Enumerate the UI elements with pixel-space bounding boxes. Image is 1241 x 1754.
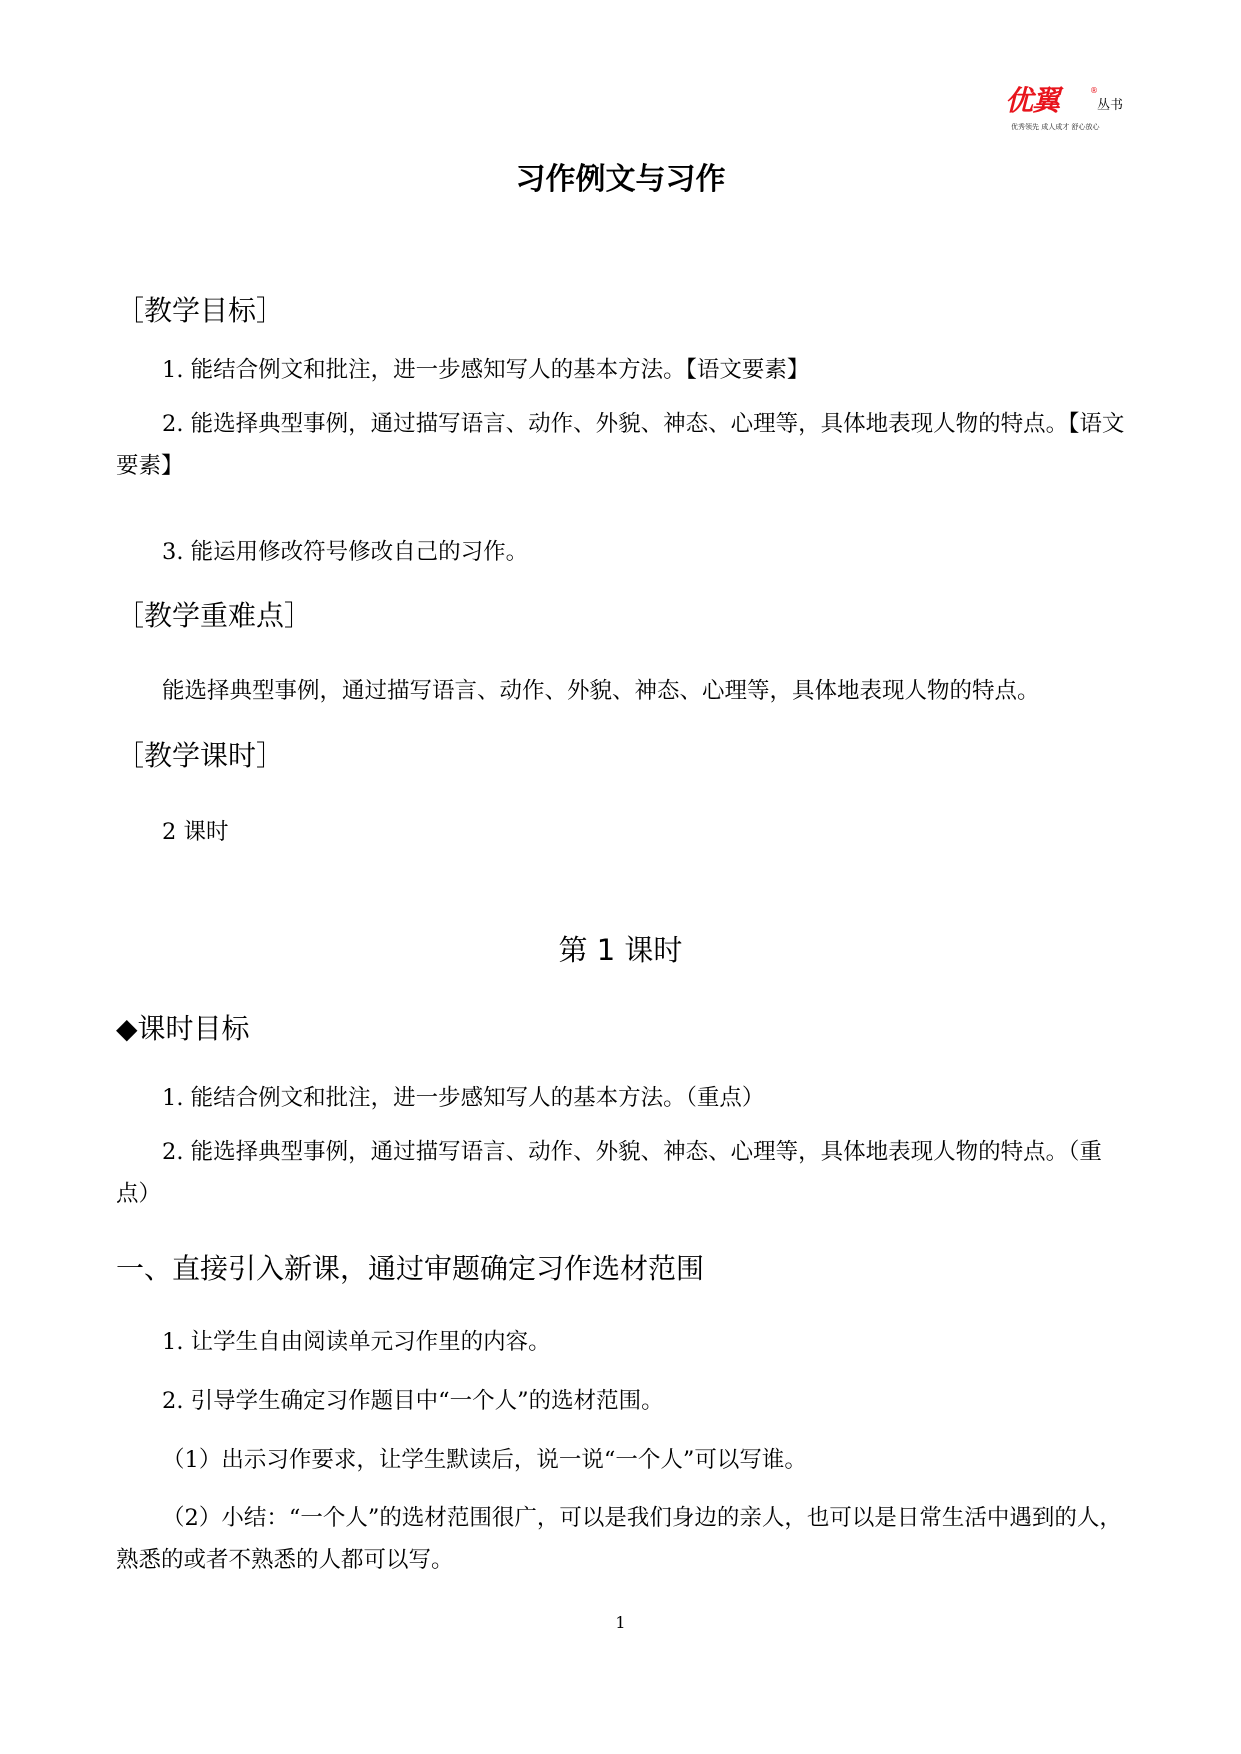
part-one-item-3: （1）出示习作要求，让学生默读后，说一说“一个人”可以写谁。: [162, 1447, 807, 1473]
logo-series: 丛书: [1097, 98, 1124, 113]
logo-registered-mark: ®: [1090, 86, 1098, 95]
objective-item-1: 1. 能结合例文和批注，进一步感知写人的基本方法。（重点）: [162, 1085, 765, 1111]
goal-item-1: 1. 能结合例文和批注，进一步感知写人的基本方法。【语文要素】: [162, 357, 810, 383]
periods-text: 2 课时: [162, 819, 229, 845]
heading-part-one: 一、直接引入新课，通过审题确定习作选材范围: [116, 1252, 705, 1285]
heading-teaching-goals: ［教学目标］: [116, 294, 285, 327]
logo-tagline: 优秀领先 成人成才 舒心放心: [1011, 123, 1100, 131]
goal-item-3: 3. 能运用修改符号修改自己的习作。: [162, 539, 529, 565]
goal-item-2: 2. 能选择典型事例，通过描写语言、动作、外貌、神态、心理等，具体地表现人物的特点。【语文要素】: [116, 411, 1125, 479]
heading-teaching-periods: ［教学课时］: [116, 739, 285, 772]
heading-lesson-objectives: ◆课时目标: [116, 1012, 250, 1045]
part-one-item-4: （2）小结：“一个人”的选材范围很广，可以是我们身边的亲人，也可以是日常生活中遇到的人，熟悉的或者不熟悉的人都可以写。: [116, 1505, 1122, 1573]
lesson-title: 第 1 课时: [558, 933, 683, 967]
publisher-logo: [1005, 84, 1135, 134]
page-number: 1: [615, 1613, 626, 1632]
key-points-text: 能选择典型事例，通过描写语言、动作、外貌、神态、心理等，具体地表现人物的特点。: [162, 678, 1040, 704]
document-title: 习作例文与习作: [515, 162, 726, 197]
logo-brand: 优翼: [1005, 84, 1060, 117]
part-one-item-2: 2. 引导学生确定习作题目中“一个人”的选材范围。: [162, 1388, 664, 1414]
heading-key-points: ［教学重难点］: [116, 599, 313, 632]
objective-item-2: 2. 能选择典型事例，通过描写语言、动作、外貌、神态、心理等，具体地表现人物的特点。（重点）: [116, 1139, 1102, 1207]
part-one-item-1: 1. 让学生自由阅读单元习作里的内容。: [162, 1329, 551, 1355]
